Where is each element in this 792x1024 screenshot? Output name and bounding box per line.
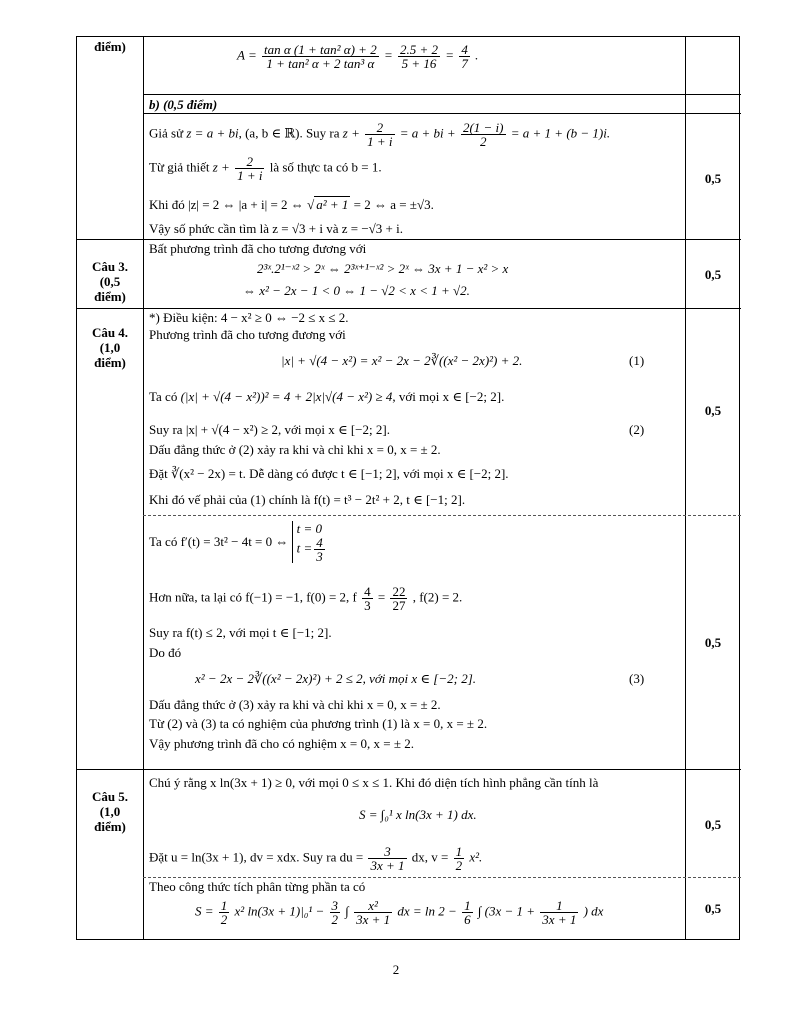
equation-A (237, 43, 478, 70)
frac-a-res (459, 43, 470, 70)
frac-num: 4 (364, 584, 371, 599)
frac-num: 1 (220, 898, 228, 913)
frac-22-27 (390, 585, 407, 612)
frac-num: 3 (331, 898, 339, 913)
frac-den: 1 + i (237, 168, 263, 183)
text: S = (195, 903, 214, 919)
a-lead: A = (237, 47, 257, 63)
frac-den: 3 (316, 549, 323, 564)
rule-cau3-top (77, 239, 741, 240)
eq-sign: = (445, 47, 455, 63)
frac-num: 2 (235, 155, 264, 169)
cau4-title: Câu 4. (91, 325, 129, 340)
frac-num: 3 (368, 845, 406, 859)
frac-num: 4 (461, 42, 468, 57)
text: là số thực ta có b = 1. (269, 159, 382, 175)
rule-part-a-end (143, 94, 741, 95)
frac-x2-3x1 (354, 899, 392, 926)
frac-2-1-i (461, 121, 506, 148)
frac-num: 2.5 + 2 (400, 42, 439, 57)
part-b-line-4: Vậy số phức cần tìm là z = √3 + i và z = −√3 + i. (149, 221, 404, 236)
text: Giả sử (149, 125, 184, 141)
frac-den: 5 + 16 (401, 56, 437, 71)
frac-a-mid (398, 43, 440, 70)
frac-num: 1 (455, 844, 463, 859)
cau4-points: (1,0 (99, 340, 121, 355)
cau5-line-4: Theo công thức tích phân từng phần ta có (149, 879, 366, 894)
frac-num: 2(1 − i) (462, 120, 504, 135)
part-b-line-1 (149, 121, 610, 148)
frac-2-over-1i (365, 121, 394, 148)
sqrt-arg: a² + 1 (316, 197, 349, 212)
text: (3x − 1 + (484, 903, 536, 919)
score-cau5-b: 0,5 (704, 901, 722, 916)
math: z = a + bi (186, 125, 239, 141)
text: Ta có (149, 389, 178, 404)
math: = a + 1 + (b − 1)i. (510, 125, 611, 141)
cau4-line-14: Dấu đẳng thức ở (3) xảy ra khi và chỉ khi x = 0, x = ± 2. (149, 697, 441, 712)
frac-du (368, 845, 406, 872)
cau5-label (77, 789, 143, 834)
math: = a + bi + (399, 125, 456, 141)
cau4-line-12: Do đó (149, 645, 182, 660)
cau4-line-11: Suy ra f(t) ≤ 2, với mọi t ∈ [−1; 2]. (149, 625, 332, 640)
rule-cau4-split (143, 515, 741, 516)
score-cau5-a: 0,5 (704, 817, 722, 832)
frac-den: 27 (392, 598, 406, 613)
text: ) dx (583, 903, 604, 919)
frac-3-2 (330, 899, 341, 926)
frac-2-over-1i (235, 155, 264, 182)
frac-num: 2 (365, 121, 394, 135)
frac-den: 2 (220, 912, 228, 927)
frac-half (454, 845, 465, 872)
frac-den: 3x + 1 (356, 912, 391, 927)
prev-question-label: điểm) (94, 39, 126, 54)
part-b-line-3: Khi đó |z| = 2 ⇔ |a + i| = 2 ⇔ √ a² + 1 = 2 ⇔ a = ±√3. (149, 197, 434, 212)
rule-cau5-top (77, 769, 741, 770)
solution-bracket (292, 521, 327, 563)
cau5-line-2: S = ∫₀¹ x ln(3x + 1) dx. (359, 807, 477, 822)
t-eq-4-3 (297, 536, 327, 563)
cau5-line-3: Đặt u = ln(3x + 1), dv = xdx. Suy ra du = $\frac{3}{3x + 1}$ dx, v = $\frac{1}{2}$ x². (149, 844, 483, 873)
solution-table (76, 36, 740, 940)
cau4-label (77, 325, 143, 370)
cau3-unit: điểm) (94, 289, 126, 304)
cau4-line-6: Dấu đẳng thức ở (2) xảy ra khi và chỉ khi x = 0, x = ± 2. (149, 442, 441, 457)
frac-1-6 (462, 899, 473, 926)
frac-1-3x1 (540, 899, 578, 926)
math: z + (342, 125, 360, 141)
frac-4-3-arg (362, 585, 373, 612)
page-number: 2 (392, 962, 400, 977)
frac-den: 3x + 1 (370, 858, 405, 873)
score-cau3: 0,5 (704, 267, 722, 282)
cau4-unit: điểm) (94, 355, 126, 370)
frac-num: 1 (540, 899, 578, 913)
text: Khi đó |z| = 2 ⇔ |a + i| = 2 ⇔ (149, 197, 304, 212)
cau4-line-3: |x| + √(4 − x²) = x² − 2x − 2∛((x² − 2x)²) + 2. (281, 353, 523, 368)
cau4-line-5: Suy ra |x| + √(4 − x²) ≥ 2, với mọi x ∈ [−2; 2]. (149, 422, 390, 437)
text: dx = ln 2 − (397, 903, 457, 919)
score-part-b: 0,5 (704, 171, 722, 186)
frac-num: 4 (316, 535, 323, 550)
frac-4-3 (314, 536, 325, 563)
frac-den: 2 (331, 912, 339, 927)
cau3-title: Câu 3. (91, 259, 129, 274)
cau4-line-8: Khi đó vế phải của (1) chính là f(t) = t³ − 2t² + 2, t ∈ [−1; 2]. (149, 492, 466, 507)
math: z + (212, 159, 230, 175)
text: = 2 ⇔ a = ±√3. (353, 197, 434, 212)
rule-part-b-head (143, 113, 741, 114)
cau4-line-15: Từ (2) và (3) ta có nghiệm của phương trình (1) là x = 0, x = ± 2. (149, 716, 488, 731)
cau4-line-10: Hơn nữa, ta lại có f(−1) = −1, f(0) = 2, f $\frac{4}{3}$ = $\frac{22}{27}$ , f(2) = 2. (149, 584, 463, 613)
frac-den: 3 (364, 598, 371, 613)
frac-num: 22 (392, 584, 406, 599)
frac-den: 1 + tan² α + 2 tan³ α (266, 56, 375, 71)
frac-den: 2 (455, 858, 463, 873)
frac-den: 7 (461, 56, 468, 71)
cau5-line-1: Chú ý rằng x ln(3x + 1) ≥ 0, với mọi 0 ≤ x ≤ 1. Khi đó diện tích hình phẳng cần tính là (149, 775, 599, 790)
frac-den: 3x + 1 (542, 912, 577, 927)
text: Đặt u = ln(3x + 1), dv = xdx. Suy ra du = (149, 849, 364, 865)
rule-cau5-split (143, 877, 741, 878)
cau4-line-16: Vậy phương trình đã cho có nghiệm x = 0, x = ± 2. (149, 736, 414, 751)
cau4-line-13: x² − 2x − 2∛((x² − 2x)²) + 2 ≤ 2, với mọi x ∈ [−2; 2]. (195, 671, 477, 686)
t-eq: t = (296, 540, 313, 556)
cau3-line-3: ⇔ x² − 2x − 1 < 0 ⇔ 1 − √2 < x < 1 + √2. (243, 283, 470, 298)
equation-number-3: (3) (629, 671, 645, 686)
rule-cau4-top (77, 308, 741, 309)
col-divider-1 (143, 37, 144, 939)
frac-den: 6 (464, 912, 471, 927)
cau3-line-2: 2³ˣ.2¹⁻ˣ² > 2ˣ ⇔ 2³ˣ⁺¹⁻ˣ² > 2ˣ ⇔ 3x + 1 − x² > x (257, 261, 509, 276)
cau5-line-5: S = $\frac{1}{2}$ x² ln(3x + 1)|₀¹ − $\frac{3}{2}$ ∫ $\frac{\text{x²}}{3x + 1}$ dx = ln 2 − $\frac{1}{6}$ ∫ (3x − 1 + $\frac{1}{3x + 1}$ ) dx (195, 898, 604, 927)
cau3-points: (0,5 (99, 274, 121, 289)
cau5-title: Câu 5. (91, 789, 129, 804)
frac-num: tan α (1 + tan² α) + 2 (263, 42, 377, 57)
text: Từ giả thiết (149, 159, 210, 175)
text: x² ln(3x + 1)|₀¹ − (234, 903, 325, 919)
cau4-line-1: *) Điều kiện: 4 − x² ≥ 0 ⇔ −2 ≤ x ≤ 2. (149, 310, 349, 325)
cau5-unit: điểm) (94, 819, 126, 834)
frac-1-2 (219, 899, 230, 926)
text: , với mọi x ∈ [−2; 2]. (392, 389, 505, 404)
math: (|x| + √(4 − x²))² = 4 + 2|x|√(4 − x²) ≥ 4 (180, 389, 393, 404)
score-cau4-b: 0,5 (704, 635, 722, 650)
part-b-line-2 (149, 155, 382, 182)
frac-a-left (262, 43, 379, 70)
text: , f(2) = 2. (412, 589, 463, 605)
frac-num: x² (354, 899, 392, 913)
cau4-line-2: Phương trình đã cho tương đương với (149, 327, 346, 342)
frac-den: 2 (479, 134, 487, 149)
equation-number-2: (2) (629, 422, 645, 437)
text: dx, v = (411, 849, 449, 865)
cau5-points: (1,0 (99, 804, 121, 819)
cau3-label (77, 259, 143, 304)
text: , (a, b ∈ ℝ). Suy ra (238, 125, 340, 141)
eq-sign: = (383, 47, 393, 63)
cau3-line-1: Bất phương trình đã cho tương đương với (149, 241, 367, 256)
part-b-header: b) (0,5 điểm) (149, 97, 218, 112)
equation-number-1: (1) (629, 353, 645, 368)
t-eq-0: t = 0 (296, 521, 323, 536)
eq-end: . (475, 47, 479, 63)
frac-num: 1 (464, 898, 471, 913)
cau4-line-9 (149, 521, 327, 563)
text: Hơn nữa, ta lại có f(−1) = −1, f(0) = 2, f (149, 589, 357, 605)
frac-den: 1 + i (367, 134, 393, 149)
cau4-line-4 (149, 389, 504, 405)
text: Ta có f′(t) = 3t² − 4t = 0 ⇔ (149, 534, 289, 549)
cau4-line-7: Đặt ∛(x² − 2x) = t. Dễ dàng có được t ∈ [−1; 2], với mọi x ∈ [−2; 2]. (149, 466, 509, 481)
score-cau4-a: 0,5 (704, 403, 722, 418)
